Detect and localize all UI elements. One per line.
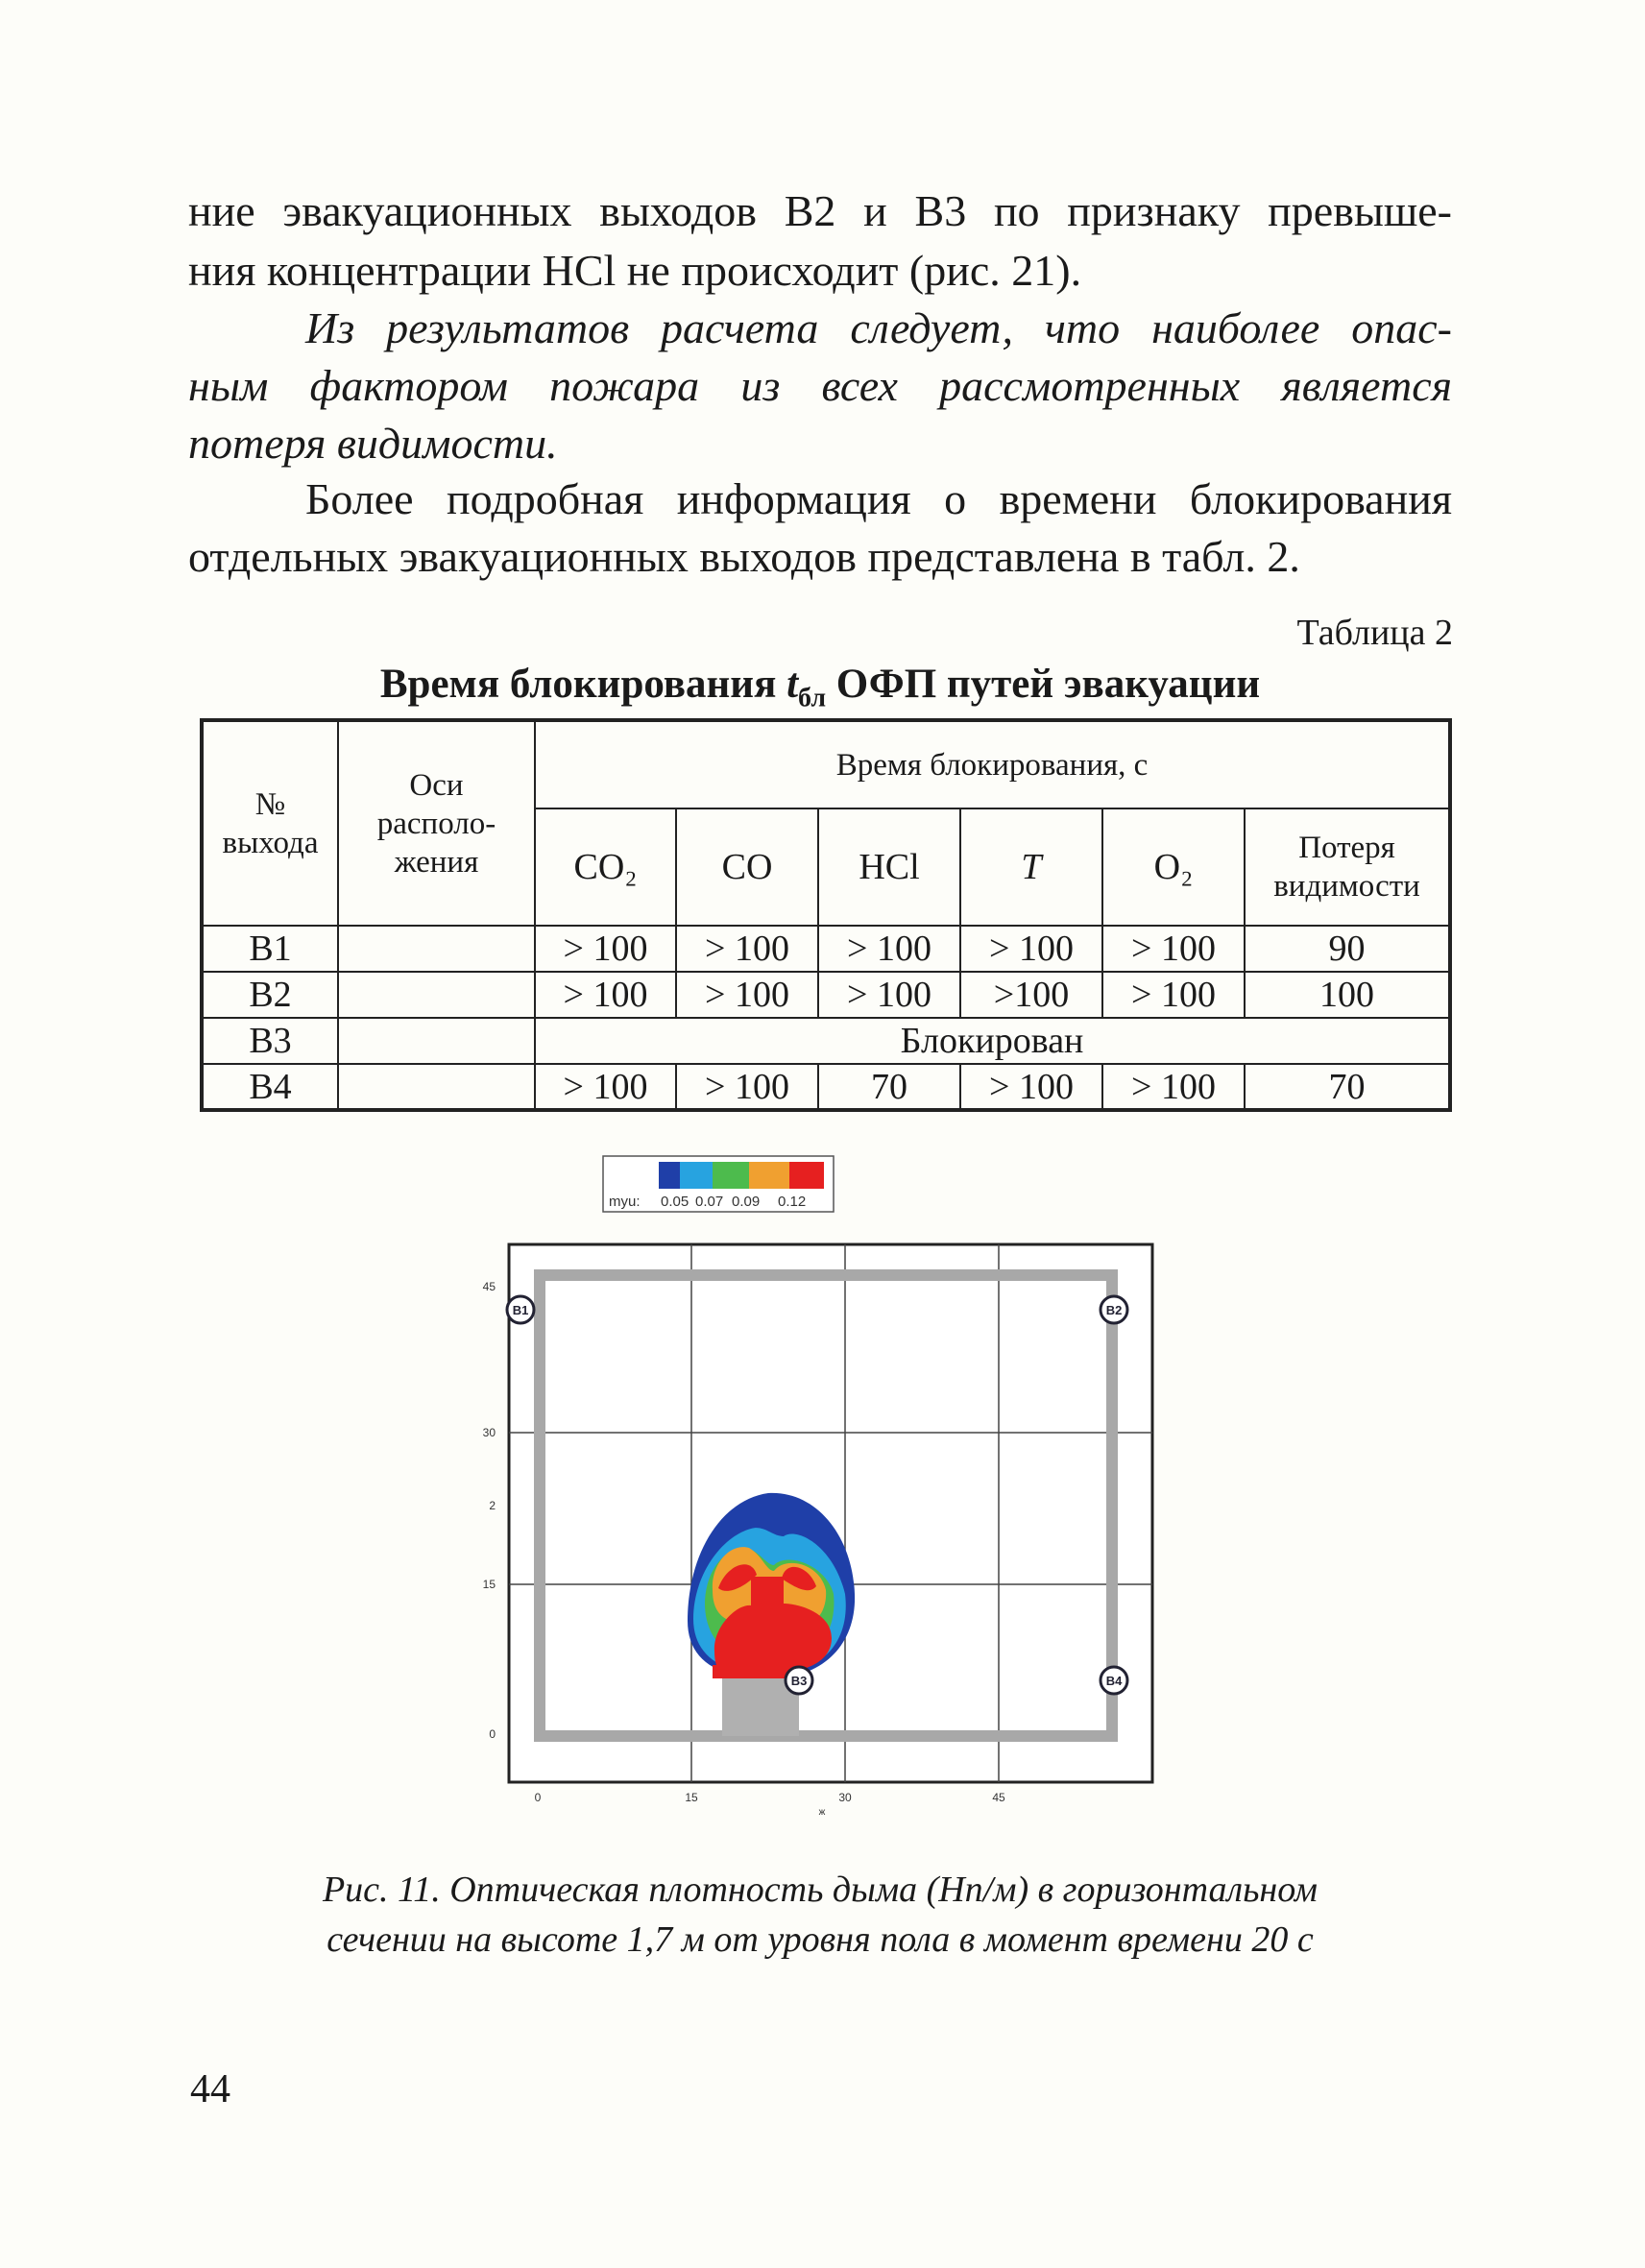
- value-cell: > 100: [535, 972, 676, 1018]
- exit-label: В2: [1105, 1303, 1123, 1317]
- plot-frame: [509, 1244, 1152, 1782]
- paragraph-line: ние эвакуационных выходов В2 и В3 по признаку превыше-: [188, 186, 1452, 235]
- header-col: T: [960, 808, 1102, 926]
- blocked-cell: Блокирован: [535, 1018, 1450, 1064]
- legend-swatch: [680, 1162, 713, 1189]
- exit-marker-b3: [786, 1667, 812, 1694]
- page-number: 44: [190, 2067, 230, 2111]
- table-number: Таблица 2: [1296, 613, 1453, 653]
- paragraph-line: Более подробная информация о времени блокирования: [305, 474, 1452, 523]
- value-cell: > 100: [818, 972, 960, 1018]
- table-title-subscript: бл: [798, 683, 827, 713]
- legend-swatch: [713, 1162, 749, 1189]
- header-exit-symbol: №: [254, 786, 286, 822]
- table-row: [202, 1064, 1450, 1110]
- exit-marker-b4: [1101, 1667, 1127, 1694]
- legend-value: 0.09: [732, 1194, 761, 1210]
- value-cell: >100: [960, 972, 1102, 1018]
- value-cell: > 100: [1102, 1064, 1245, 1110]
- header-exit-number: [202, 720, 338, 926]
- table-title-text: Время блокирования: [379, 662, 787, 707]
- value-cell: > 100: [676, 1064, 818, 1110]
- exit-label: В3: [790, 1674, 808, 1688]
- header-col: CO₂: [535, 808, 676, 926]
- header-col: O₂: [1102, 808, 1245, 926]
- header-axes: Оси располо- жения: [338, 720, 535, 926]
- table-title: [188, 661, 1452, 723]
- caption-line: сечении на высоте 1,7 м от уровня пола в момент времени 20 с: [327, 1919, 1314, 1960]
- exit-cell: В4: [202, 1064, 338, 1110]
- paragraph-line: ния концентрации HCl не происходит (рис. 21).: [188, 246, 1082, 295]
- exit-cell: В2: [202, 972, 338, 1018]
- header-col: Потеря видимости: [1245, 808, 1450, 926]
- exit-marker-b1: [507, 1296, 534, 1323]
- exit-marker-b2: [1101, 1296, 1127, 1323]
- table-row: [202, 926, 1450, 972]
- exit-cell: В1: [202, 926, 338, 972]
- x-sub-label: ж: [818, 1807, 826, 1818]
- table-title-text: ОФП путей эвакуации: [826, 662, 1261, 707]
- axes-cell: [338, 1018, 535, 1064]
- value-cell: > 100: [535, 1064, 676, 1110]
- value-cell: > 100: [960, 926, 1102, 972]
- value-cell: 70: [1245, 1064, 1450, 1110]
- legend-value: 0.12: [778, 1194, 807, 1210]
- conclusion-line: Из результатов расчета следует, что наиболее опас-: [305, 303, 1452, 352]
- legend-value: 0.07: [695, 1194, 724, 1210]
- smoke-density-figure: [482, 1152, 1191, 1844]
- table-row: [202, 1018, 1450, 1064]
- header-blocking-time: Время блокирования, с: [535, 720, 1450, 808]
- figure-caption: [188, 1865, 1452, 1965]
- value-cell: > 100: [1102, 926, 1245, 972]
- x-axis-ticks: [535, 1791, 1005, 1818]
- legend-swatch: [789, 1162, 824, 1189]
- header-col: CO: [676, 808, 818, 926]
- y-tick: 2: [489, 1499, 496, 1512]
- blocking-time-table: [200, 718, 1452, 1112]
- exit-label: В1: [512, 1303, 529, 1317]
- paragraph-line: отдельных эвакуационных выходов представлена в табл. 2.: [188, 532, 1300, 581]
- value-cell: 100: [1245, 972, 1450, 1018]
- x-tick: 30: [838, 1791, 852, 1804]
- x-tick: 15: [685, 1791, 698, 1804]
- value-cell: > 100: [535, 926, 676, 972]
- legend-swatch: [659, 1162, 680, 1189]
- legend-swatch: [749, 1162, 789, 1189]
- y-tick: 15: [482, 1578, 496, 1591]
- exit-cell: В3: [202, 1018, 338, 1064]
- header-exit-word: выхода: [222, 825, 319, 860]
- caption-line: Рис. 11. Оптическая плотность дыма (Нп/м) в горизонтальном: [322, 1870, 1318, 1910]
- axes-cell: [338, 972, 535, 1018]
- y-tick: 0: [489, 1727, 496, 1741]
- color-legend: [603, 1156, 834, 1212]
- value-cell: > 100: [676, 926, 818, 972]
- value-cell: > 100: [960, 1064, 1102, 1110]
- table-title-symbol: t: [786, 662, 799, 707]
- axes-cell: [338, 926, 535, 972]
- value-cell: > 100: [1102, 972, 1245, 1018]
- conclusion-line: ным фактором пожара из всех рассмотренных является: [188, 361, 1452, 410]
- y-tick: 45: [482, 1280, 496, 1293]
- value-cell: 90: [1245, 926, 1450, 972]
- value-cell: 70: [818, 1064, 960, 1110]
- x-tick: 45: [992, 1791, 1005, 1804]
- x-tick: 0: [534, 1791, 542, 1804]
- y-axis-ticks: [483, 1280, 496, 1741]
- value-cell: > 100: [818, 926, 960, 972]
- header-col: HCl: [818, 808, 960, 926]
- legend-value: 0.05: [661, 1194, 689, 1210]
- value-cell: > 100: [676, 972, 818, 1018]
- table-row: [202, 972, 1450, 1018]
- axes-cell: [338, 1064, 535, 1110]
- y-tick: 30: [482, 1426, 496, 1439]
- conclusion-line: потеря видимости.: [188, 419, 558, 468]
- exit-label: В4: [1105, 1674, 1123, 1688]
- legend-label: myu:: [609, 1194, 641, 1210]
